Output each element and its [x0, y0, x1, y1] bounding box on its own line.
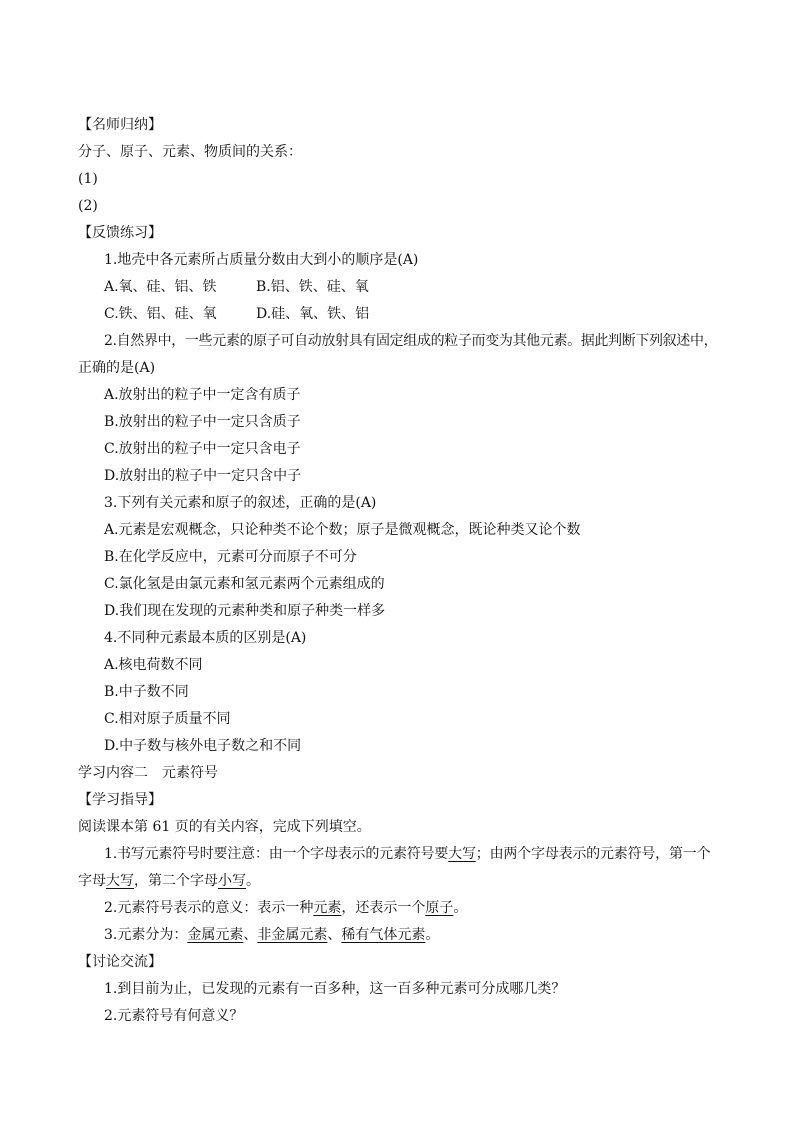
- document-body: [78, 112, 728, 1030]
- question-1-options-row-2: [78, 301, 728, 328]
- section-heading-study-guide: 【学习指导】: [78, 792, 162, 808]
- answer-blank: 稀有气体元素: [341, 927, 426, 943]
- text: 。: [425, 927, 440, 943]
- option-b: B.中子数不同: [104, 684, 189, 700]
- guide-point-3: [78, 922, 728, 949]
- option-d: D.中子数与核外电子数之和不同: [104, 738, 302, 754]
- answer-blank: 金属元素: [187, 927, 244, 943]
- answer-blank: 小写: [218, 873, 246, 889]
- option-b: B.在化学反应中，元素可分而原子不可分: [104, 549, 357, 565]
- option-c: C.氯化氢是由氯元素和氢元素两个元素组成的: [104, 576, 385, 592]
- text: 。: [453, 900, 468, 916]
- option-a: A.放射出的粒子中一定含有质子: [104, 387, 301, 403]
- option-c: C.铁、铝、硅、氧: [104, 306, 217, 322]
- option-a: A.核电荷数不同: [104, 657, 203, 673]
- summary-intro: 分子、原子、元素、物质间的关系：: [78, 144, 302, 160]
- answer-blank: 非金属元素: [257, 927, 328, 943]
- text: 2.元素符号表示的意义：表示一种: [104, 900, 314, 916]
- answer-blank: 大写: [106, 873, 134, 889]
- guide-point-1-line-1: [78, 841, 728, 868]
- option-a: A.元素是宏观概念，只论种类不论个数；原子是微观概念，既论种类又论个数: [104, 522, 581, 538]
- option-c: C.放射出的粒子中一定只含电子: [104, 441, 301, 457]
- question-2-stem-line-2: 正确的是(A): [78, 360, 156, 376]
- text: 字母: [78, 873, 106, 889]
- question-1-options-row-1: [78, 274, 728, 301]
- option-d: D.放射出的粒子中一定只含中子: [104, 468, 302, 484]
- learning-content-2-title: [78, 760, 728, 787]
- answer-blank: 原子: [425, 900, 454, 916]
- guide-point-2: [78, 895, 728, 922]
- question-1-stem: 1.地壳中各元素所占质量分数由大到小的顺序是(A): [104, 252, 419, 268]
- option-b: B.铝、铁、硅、氧: [256, 279, 369, 295]
- question-3-stem: 3.下列有关元素和原子的叙述，正确的是(A): [104, 495, 377, 511]
- option-c: C.相对原子质量不同: [104, 711, 231, 727]
- answer-blank: 大写: [448, 846, 476, 862]
- text: ；由两个字母表示的元素符号，第一个: [475, 846, 711, 862]
- guide-point-1-line-2: [78, 868, 728, 895]
- answer-blank: 元素: [313, 900, 342, 916]
- question-4-stem: 4.不同种元素最本质的区别是(A): [104, 630, 307, 646]
- text: 1.书写元素符号时要注意：由一个字母表示的元素符号要: [104, 846, 449, 862]
- question-2-stem-line-1: 2.自然界中，一些元素的原子可自动放射具有固定组成的粒子而变为其他元素。据此判断下列叙述中，: [104, 333, 718, 349]
- study-guide-intro: 阅读课本第 61 页的有关内容，完成下列填空。: [78, 819, 371, 835]
- text: ，还表示一个: [341, 900, 426, 916]
- summary-item-2: (2): [78, 198, 98, 214]
- option-d: D.我们现在发现的元素种类和原子种类一样多: [104, 603, 386, 619]
- learning-content-topic: 元素符号: [162, 765, 218, 781]
- section-heading-feedback: 【反馈练习】: [78, 225, 162, 241]
- section-heading-discussion: 【讨论交流】: [78, 954, 162, 970]
- option-b: B.放射出的粒子中一定只含质子: [104, 414, 301, 430]
- section-heading-teacher-summary: 【名师归纳】: [78, 117, 162, 133]
- text: ，第二个字母: [134, 873, 218, 889]
- option-a: A.氧、硅、铝、铁: [104, 279, 217, 295]
- text: 。: [246, 873, 260, 889]
- text: 、: [327, 927, 342, 943]
- summary-item-1: (1): [78, 171, 98, 187]
- learning-content-label: 学习内容二: [78, 765, 148, 781]
- discussion-question-1: 1.到目前为止，已发现的元素有一百多种，这一百多种元素可分成哪几类？: [104, 981, 566, 997]
- text: 、: [243, 927, 258, 943]
- text: 3.元素分为：: [104, 927, 188, 943]
- option-d: D.硅、氧、铁、铝: [256, 306, 370, 322]
- discussion-question-2: 2.元素符号有何意义？: [104, 1008, 244, 1024]
